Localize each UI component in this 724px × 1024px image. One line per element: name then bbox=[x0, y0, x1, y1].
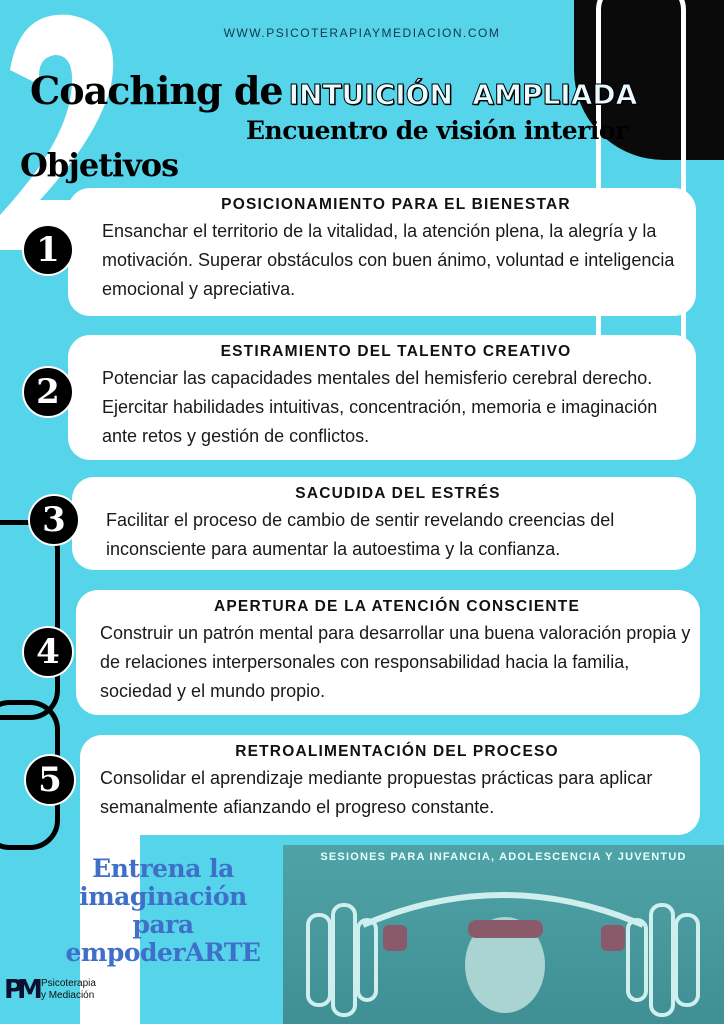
slogan-line: imaginación bbox=[79, 882, 247, 911]
objective-card bbox=[76, 590, 700, 715]
title-prefix: Coaching de bbox=[30, 68, 283, 113]
objective-title: POSICIONAMIENTO PARA EL BIENESTAR bbox=[221, 196, 571, 213]
objective-card bbox=[68, 335, 696, 460]
brand-logo bbox=[4, 975, 96, 1005]
objective-number-badge: 2 bbox=[22, 366, 74, 418]
objective-number-badge: 3 bbox=[28, 494, 80, 546]
slogan bbox=[58, 855, 268, 967]
objective-text: Potenciar las capacidades mentales del hemisferio cerebral derecho. Ejercitar habilidades intuitivas, concentración, memoria e imaginación ante retos y gestión de conflictos. bbox=[102, 368, 658, 446]
objective-title: ESTIRAMIENTO DEL TALENTO CREATIVO bbox=[220, 343, 572, 360]
website-url[interactable]: WWW.PSICOTERAPIAYMEDIACION.COM bbox=[223, 26, 501, 40]
objective-number-badge: 1 bbox=[22, 224, 74, 276]
objective-card bbox=[68, 188, 696, 316]
objective-title: SACUDIDA DEL ESTRÉS bbox=[295, 485, 501, 502]
page-title bbox=[30, 68, 637, 113]
objective-number-badge: 5 bbox=[24, 754, 76, 806]
title-highlight: INTUICIÓN AMPLIADA bbox=[288, 78, 638, 111]
child-weightlifting-photo bbox=[283, 845, 724, 1024]
objective-card bbox=[80, 735, 700, 835]
logo-text: Psicoterapia bbox=[40, 978, 96, 989]
logo-mark: PM bbox=[4, 975, 37, 1005]
decorative-line bbox=[0, 520, 60, 720]
objective-text: Ensanchar el territorio de la vitalidad, la atención plena, la alegría y la motivación. Superar obstáculos con buen ánimo, voluntad e inteligencia emocional y apreciativa. bbox=[102, 221, 675, 299]
objective-text: Consolidar el aprendizaje mediante propuestas prácticas para aplicar semanalmente afianzando el progreso constante. bbox=[100, 768, 653, 817]
subtitle: Encuentro de visión interior bbox=[246, 116, 628, 145]
objective-number-badge: 4 bbox=[22, 626, 74, 678]
barbell-chalk-illustration bbox=[283, 845, 724, 1024]
slogan-line: Entrena la bbox=[92, 854, 234, 883]
objective-text: Facilitar el proceso de cambio de sentir revelando creencias del inconsciente para aumentar la autoestima y la confianza. bbox=[106, 510, 615, 559]
objective-card bbox=[72, 477, 696, 570]
objective-title: APERTURA DE LA ATENCIÓN CONSCIENTE bbox=[213, 598, 581, 615]
logo-text: y Mediación bbox=[40, 990, 95, 1001]
objective-text: Construir un patrón mental para desarrollar una buena valoración propia y de relaciones interpersonales con responsabilidad hacia la familia, sociedad y el mundo propio. bbox=[100, 623, 691, 701]
slogan-line: para bbox=[132, 910, 194, 939]
slogan-line: empoderARTE bbox=[65, 938, 261, 967]
section-title: Objetivos bbox=[20, 146, 179, 184]
objective-title: RETROALIMENTACIÓN DEL PROCESO bbox=[235, 743, 559, 760]
photo-caption: SESIONES PARA INFANCIA, ADOLESCENCIA Y JUVENTUD bbox=[320, 851, 687, 863]
